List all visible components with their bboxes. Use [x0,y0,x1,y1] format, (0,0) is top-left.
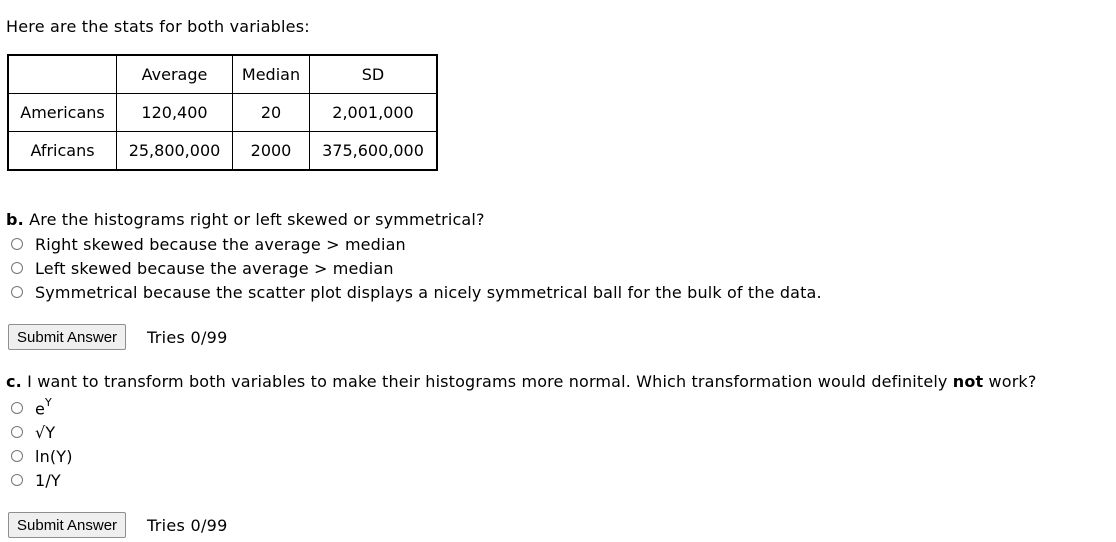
table-cell: Africans [8,132,117,171]
table-header-cell: SD [310,55,438,94]
table-cell: 2,001,000 [310,94,438,132]
option-c-4[interactable] [11,470,61,490]
radio-button[interactable] [11,474,23,486]
radio-button[interactable] [11,450,23,462]
tries-counter: Tries 0/99 [147,328,228,347]
option-label [35,395,52,419]
table-cell: Americans [8,94,117,132]
radio-button[interactable] [11,262,23,274]
table-header-cell: Median [233,55,310,94]
table-header-cell: Average [117,55,233,94]
table-row [8,94,437,132]
stats-table [7,54,438,171]
table-cell: 2000 [233,132,310,171]
option-b-2[interactable] [11,258,394,278]
option-b-1[interactable] [11,234,406,254]
table-cell: 120,400 [117,94,233,132]
question-c-text: I want to transform both variables to make their histograms more normal. Which transformation would definitely [27,372,948,391]
question-c [6,372,1037,391]
table-header-row [8,55,437,94]
option-c-3[interactable] [11,446,73,466]
question-c-label: c. [6,372,22,391]
question-b-text: Are the histograms right or left skewed or symmetrical? [29,210,485,229]
submit-answer-button[interactable]: Submit Answer [8,324,126,350]
tries-counter: Tries 0/99 [147,516,228,535]
intro-text: Here are the stats for both variables: [6,17,310,36]
radio-button[interactable] [11,238,23,250]
radio-button[interactable] [11,402,23,414]
table-cell: 25,800,000 [117,132,233,171]
option-base-text: e [35,399,45,419]
question-c-text-end: work? [988,372,1037,391]
radio-button[interactable] [11,286,23,298]
question-b-label: b. [6,210,24,229]
option-b-3[interactable] [11,282,822,302]
table-row [8,132,437,171]
radio-button[interactable] [11,426,23,438]
option-superscript: Y [45,395,52,409]
option-label: Symmetrical because the scatter plot displays a nicely symmetrical ball for the bulk of the data. [35,282,822,302]
table-header-cell [8,55,117,94]
table-cell: 20 [233,94,310,132]
option-label: √Y [35,422,56,442]
question-c-emphasis: not [952,372,984,391]
option-c-2[interactable] [11,422,55,442]
option-c-1[interactable] [11,395,52,419]
option-label: ln(Y) [35,446,73,466]
submit-answer-button[interactable]: Submit Answer [8,512,126,538]
table-cell: 375,600,000 [310,132,438,171]
question-b [6,210,485,229]
option-label: 1/Y [35,470,61,490]
option-label: Left skewed because the average > median [35,258,394,278]
option-label: Right skewed because the average > median [35,234,406,254]
